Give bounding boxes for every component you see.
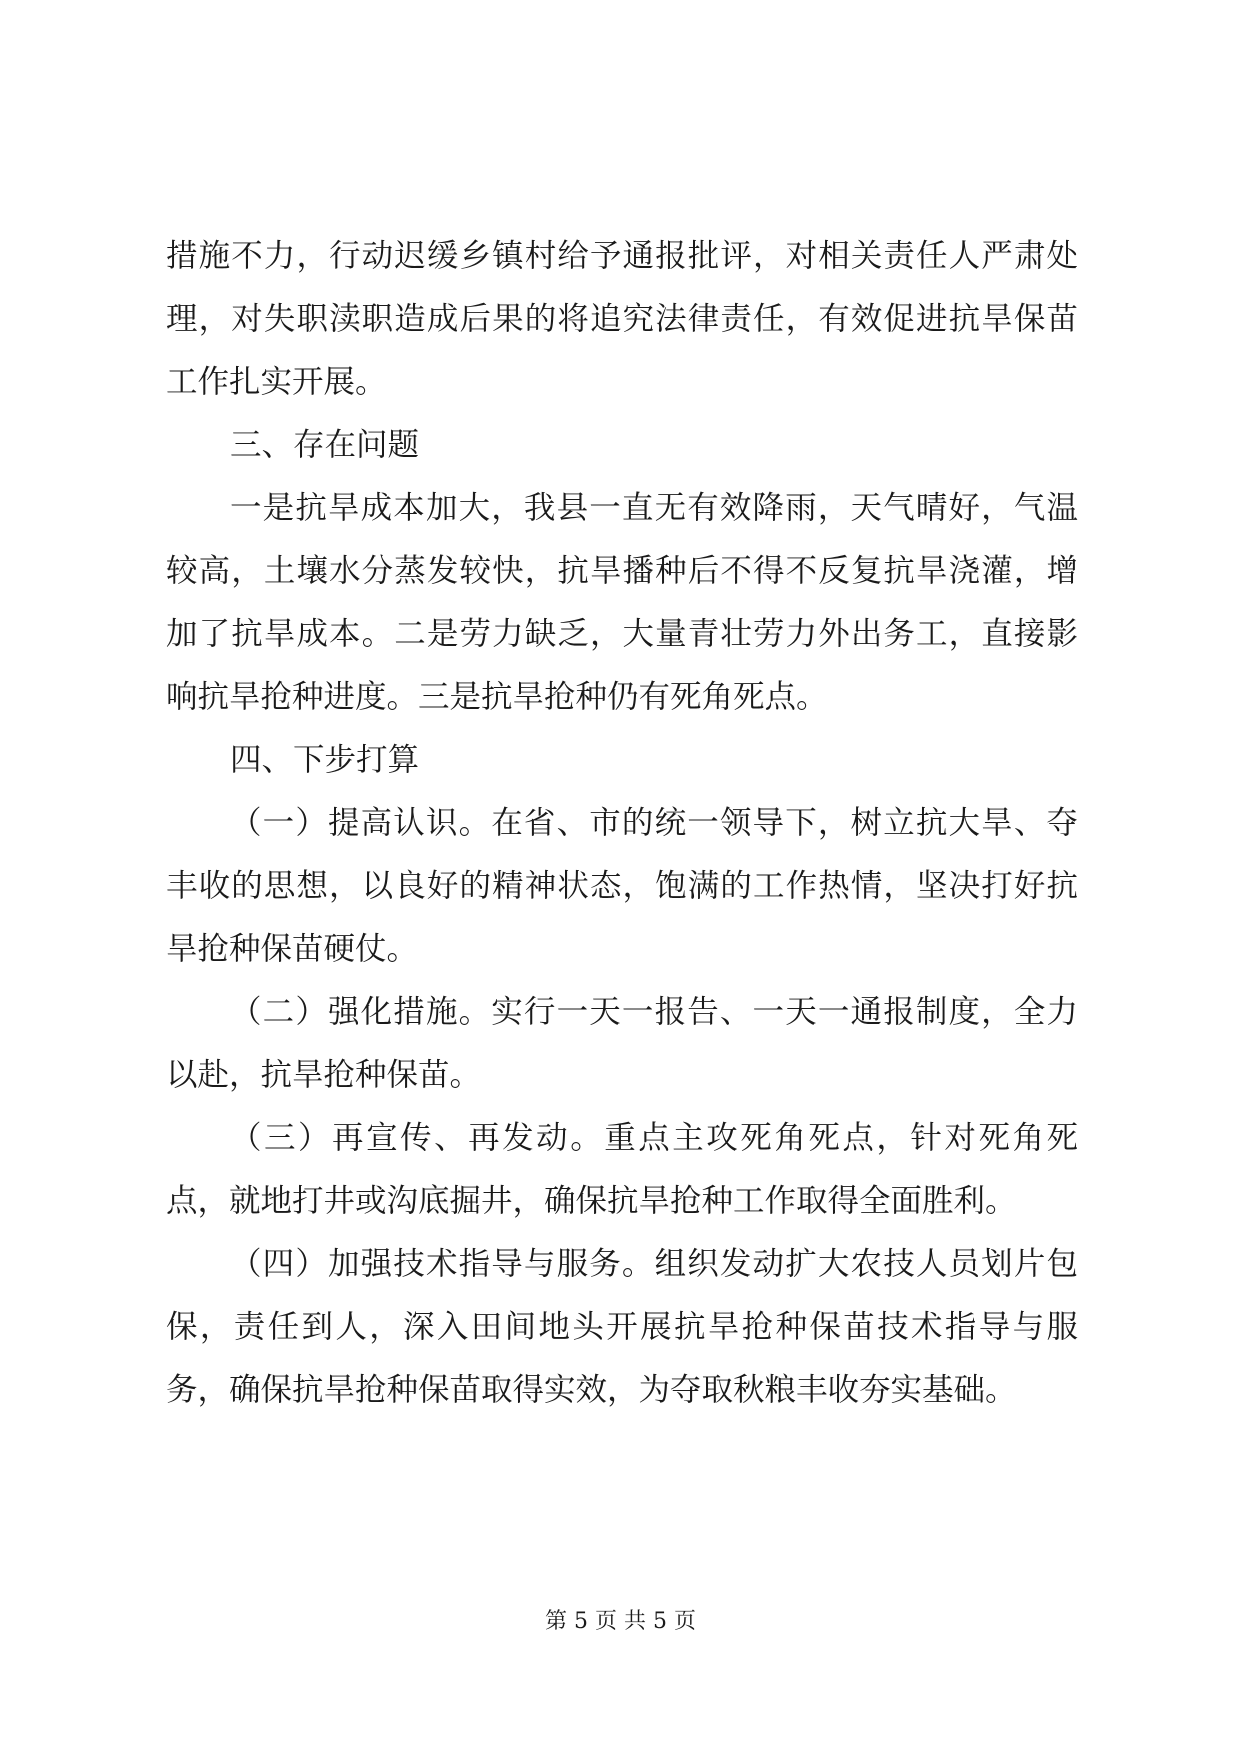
document-body [166, 225, 1078, 1422]
paragraph-step-2: （二）强化措施。实行一天一报告、一天一通报制度，全力以赴，抗旱抢种保苗。 [166, 994, 1078, 1093]
paragraph-step-3: （三）再宣传、再发动。重点主攻死角死点，针对死角死点，就地打井或沟底掘井，确保抗旱抢种工作取得全面胜利。 [166, 1120, 1078, 1219]
section-heading-next-steps: 四、下步打算 [230, 742, 420, 778]
paragraph-step-1: （一）提高认识。在省、市的统一领导下，树立抗大旱、夺丰收的思想，以良好的精神状态，饱满的工作热情，坚决打好抗旱抢种保苗硬仗。 [166, 805, 1078, 967]
paragraph-problems: 一是抗旱成本加大，我县一直无有效降雨，天气晴好，气温较高，土壤水分蒸发较快，抗旱播种后不得不反复抗旱浇灌，增加了抗旱成本。二是劳力缺乏，大量青壮劳力外出务工，直接影响抗旱抢种进度。三是抗旱抢种仍有死角死点。 [166, 490, 1078, 715]
page-footer [0, 1607, 1241, 1637]
paragraph-continuation: 措施不力，行动迟缓乡镇村给予通报批评，对相关责任人严肃处理，对失职渎职造成后果的将追究法律责任，有效促进抗旱保苗工作扎实开展。 [166, 238, 1078, 400]
paragraph-step-4: （四）加强技术指导与服务。组织发动扩大农技人员划片包保，责任到人，深入田间地头开展抗旱抢种保苗技术指导与服务，确保抗旱抢种保苗取得实效，为夺取秋粮丰收夯实基础。 [166, 1246, 1078, 1408]
section-heading-problems: 三、存在问题 [230, 427, 420, 463]
page-number-label: 第 5 页 共 5 页 [545, 1609, 696, 1634]
